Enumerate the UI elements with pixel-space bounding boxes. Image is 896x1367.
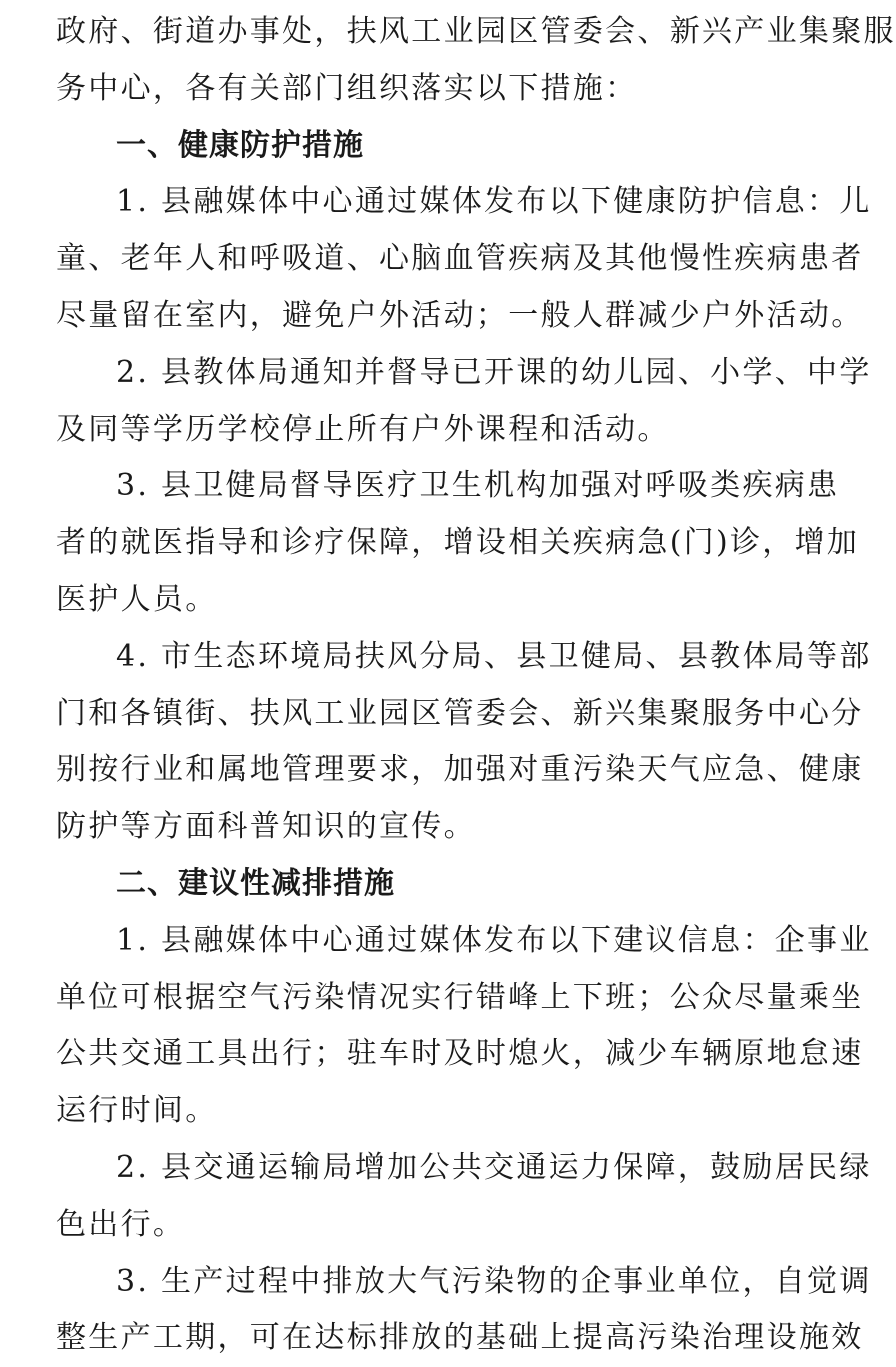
section-heading-1: 一、健康防护措施 bbox=[116, 127, 364, 163]
text-line-19: 公共交通工具出行；驻车时及时熄火，减少车辆原地怠速 bbox=[56, 1036, 864, 1072]
text-line-8: 及同等学历学校停止所有户外课程和活动。 bbox=[56, 411, 670, 447]
text-line-5: 童、老年人和呼吸道、心脑血管疾病及其他慢性疾病患者 bbox=[56, 241, 864, 277]
text-line-22: 色出行。 bbox=[56, 1206, 186, 1242]
text-line-10: 者的就医指导和诊疗保障，增设相关疾病急(门)诊，增加 bbox=[56, 525, 860, 561]
text-line-11: 医护人员。 bbox=[56, 581, 218, 617]
text-line-1: 政府、街道办事处，扶风工业园区管委会、新兴产业集聚服 bbox=[56, 14, 896, 49]
section-heading-2: 二、建议性减排措施 bbox=[116, 865, 395, 901]
text-line-6: 尽量留在室内，避免户外活动；一般人群减少户外活动。 bbox=[56, 297, 864, 333]
text-line-18: 单位可根据空气污染情况实行错峰上下班；公众尽量乘坐 bbox=[56, 979, 864, 1015]
text-line-24: 整生产工期，可在达标排放的基础上提高污染治理设施效 bbox=[56, 1320, 864, 1356]
text-line-7: 2. 县教体局通知并督导已开课的幼儿园、小学、中学 bbox=[116, 354, 872, 390]
text-line-13: 门和各镇街、扶风工业园区管委会、新兴集聚服务中心分 bbox=[56, 695, 864, 731]
text-line-9: 3. 县卫健局督导医疗卫生机构加强对呼吸类疾病患 bbox=[116, 468, 840, 504]
text-line-17: 1. 县融媒体中心通过媒体发布以下建议信息：企事业 bbox=[116, 922, 872, 958]
text-line-21: 2. 县交通运输局增加公共交通运力保障，鼓励居民绿 bbox=[116, 1149, 872, 1185]
text-line-15: 防护等方面科普知识的宣传。 bbox=[56, 809, 476, 845]
text-line-20: 运行时间。 bbox=[56, 1093, 218, 1129]
text-line-23: 3. 生产过程中排放大气污染物的企事业单位，自觉调 bbox=[116, 1263, 872, 1299]
text-line-2: 务中心，各有关部门组织落实以下措施： bbox=[56, 70, 638, 106]
text-line-12: 4. 市生态环境局扶风分局、县卫健局、县教体局等部 bbox=[116, 638, 872, 674]
text-line-14: 别按行业和属地管理要求，加强对重污染天气应急、健康 bbox=[56, 752, 864, 788]
text-line-4: 1. 县融媒体中心通过媒体发布以下健康防护信息：儿 bbox=[116, 184, 872, 220]
document-page bbox=[56, 4, 896, 1367]
